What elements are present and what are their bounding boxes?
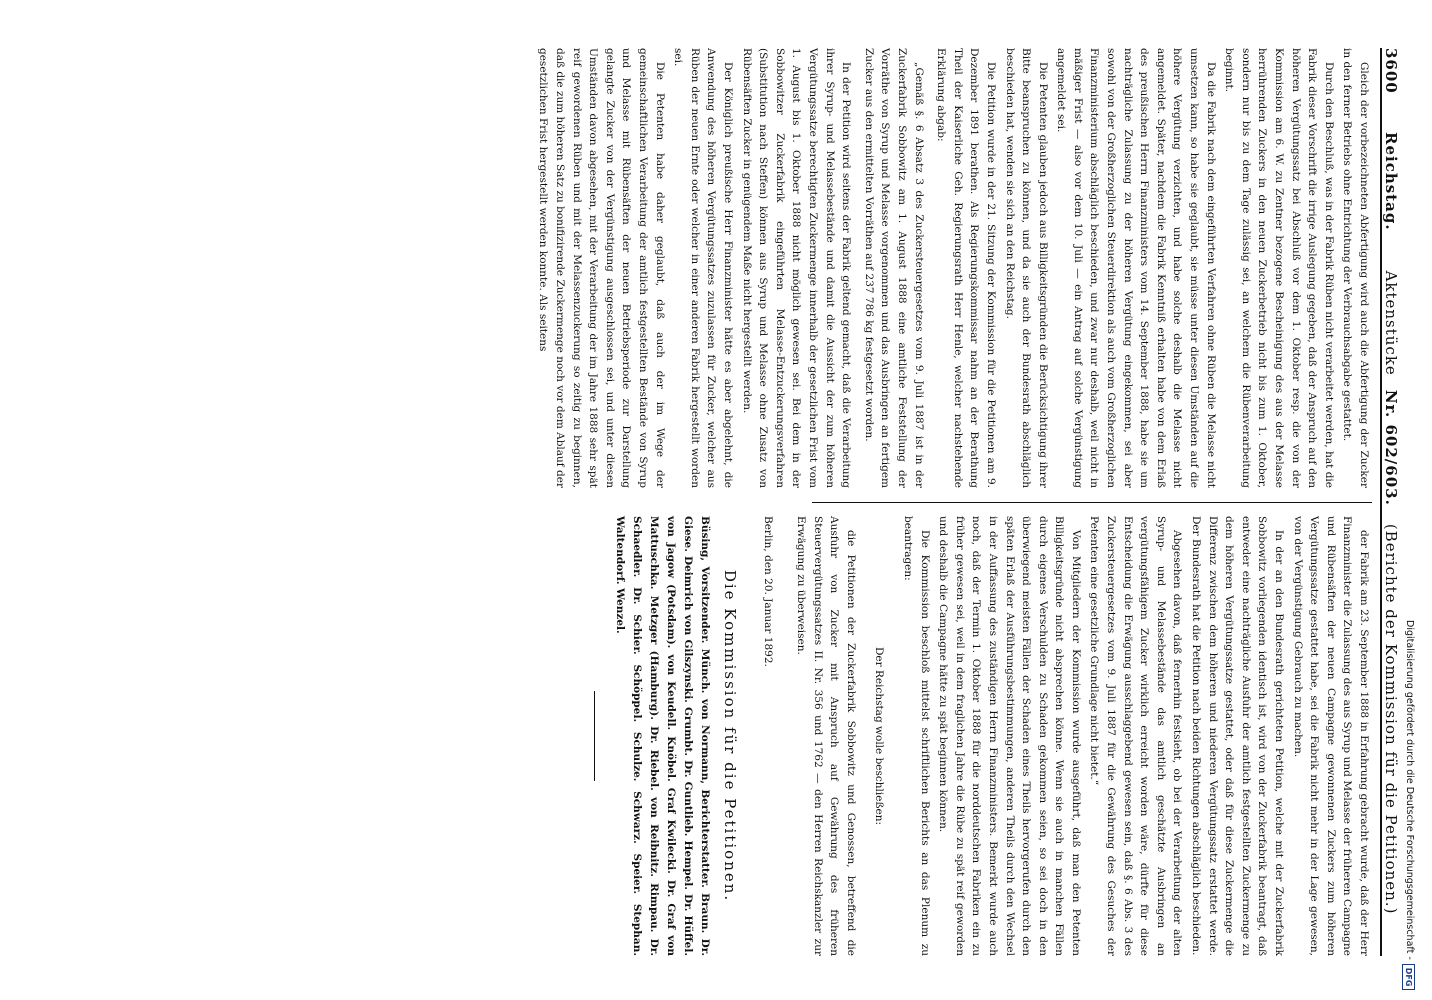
paragraph: Die Petenten habe daher geglaubt, daß auch der im Wege der gemeinschaftlichen Verarbeitung der amtlich festgestellten Bestände von Syrup und Melasse mit Rübensäften der neuen Betriebsperiode zur Darstellung gelangte Zucker von der Vergünstigung ausgeschlossen sei, und unter diesen Umständen davon abgesehen, mit der Verarbeitung der im Jahre 1888 sehr spät reif gewordenen Rüben und mit der Melassenzuckerung so zeitig zu beginnen, daß die zum höheren Satz zu bonifizirende Zuckermenge noch vor dem Ablauf der gesetzlichen Frist hergestellt werden konnte. Als seitens bbox=[537, 48, 666, 488]
section-title: Reichstag. bbox=[1382, 132, 1400, 231]
quote-paragraph: „Gemäß §. 6 Absatz 3 des Zuckersteuergesetzes vom 9. Juli 1887 ist in der Zuckerfabrik Sobbowitz am 1. August 1888 eine amtliche Feststellung der Vorräthe von Syrup und Melasse vorgenommen und das Ausbringen an fertigem Zucker aus den ermittelten Vorräthen auf 237 786 kg festgesetzt worden. bbox=[862, 48, 925, 488]
left-column bbox=[533, 48, 1372, 488]
paragraph: Die Petition wurde in der 21. Sitzung der Kommission für die Petitionen am 9. Dezember 1891 berathen. Als Regierungskommissar nahm an der Berathung Theil der Kaiserliche Geh. Regierungsrath Herr Henle, welcher nachstehende Erklärung abgab: bbox=[935, 48, 997, 488]
dfg-logo: DFG bbox=[1403, 964, 1416, 991]
members-names: Münch. von Normann, Berichterstatter. Braun. Dr. Giese. Deimrich von Gilszynski. Grumbt. Dr. Guntlieb. Hempel. Dr. Hüffel. von Jagow (Potsdam). von Keudell. Knöbel. Graf Kwilecki. Dr. Graf von Mattuschka. Metzger (Hamburg). Dr. Riebel. von Reibnitz. Rimpau. Dr. Schaedler. Dr. Schier. Schöppel. Schulze. Schwarz. Speier. Stephan. Waltendorf. Wenzel. bbox=[614, 516, 712, 957]
paragraph: In der an den Bundesrath gerichteten Petition, welche mit der Zuckerfabrik Sobbowitz vorliegenden identisch ist, wird von der Zuckerfabrik beantragt, daß entweder eine nachträgliche Ausfuhr der amtlich festgestellten Zuckermenge zu dem höheren Vergütungssatze gestattet, oder daß für diese Zuckermenge die Differenz zwischen dem höheren und niederen Vergütungssatz erstattet werde. Der Bundesrath hat die Petition nach beiden Richtungen abschläglich beschieden. bbox=[1190, 516, 1286, 956]
footer-text: Digitalisierung gefördert durch die Deutsche Forschungsgemeinschaft - bbox=[1404, 620, 1415, 960]
paragraph: Von Mitgliedern der Kommission wurde ausgeführt, daß man den Petenten Billigkeitsgründe nicht absprechen könne. Wenn sie auch in manchen Fällen durch eigenes Verschulden zu Schaden gekommen seien, so sei doch in den überwiegend meisten Fällen der Schaden eines Theils hervorgerufen durch den späten Erlaß der Ausführungsbestimmungen, anderen Theils durch den Wechsel in der Auffassung des zuständigen Herrn Finanzministers. Bemerkt wurde auch noch, daß der Termin 1. Oktober 1888 für die norddeutschen Fabriken ein zu früher gewesen sei, weil in dem fraglichen Jahre die Rübe zu spät reif geworden und deshalb die Campagne hätte zu spät beginnen können. bbox=[937, 516, 1082, 956]
header-description: (Berichte der Kommission für die Petitionen.) bbox=[1382, 523, 1400, 915]
members-chair: Büsing, Vorsitzender. bbox=[699, 516, 712, 644]
column-divider bbox=[812, 502, 1372, 503]
commission-title: Die Kommission für die Petitionen. bbox=[720, 569, 739, 903]
right-column bbox=[594, 516, 1372, 956]
paragraph: Durch den Beschluß, was in der Fabrik Rüben nicht verarbeitet werden, hat die Fabrik dieser Vorschrift die irrige Auslegung gegeben, daß der Anspruch auf den höheren Vergütungssatz bei Abschluß vor dem 1. Oktober resp. die von der Kommission am 6. W. zu Zentner bezogene Bescheinigung des aus der Melasse herrührenden Zuckers in den neuen Zuckerbetrieb nicht bis zum 1. Oktober, sondern nur bis zu dem Tage zulässig sei, an welchem die Rübenverarbeitung beginnt. bbox=[1223, 48, 1335, 488]
document-page bbox=[60, 42, 1416, 962]
paragraph: In der Petition wird seitens der Fabrik geltend gemacht, daß die Verarbeitung ihrer Syrup- und Melassebestände und damit die Aussicht der zum höheren Vergütungssatze berechtigten Zuckermenge innerhalb der gesetzlichen Frist vom 1. August bis 1. Oktober 1888 nicht möglich gewesen sei. Bei dem in der Sobbowitzer Zuckerfabrik eingeführten Melasse-Entzuckerungsverfahren (Substitution nach Steffen) können aus Syrup und Melasse ohne Zusatz von Rübensäften Zucker in genügendem Maße nicht hergestellt werden. bbox=[740, 48, 853, 488]
paragraph: Da die Fabrik nach dem eingeführten Verfahren ohne Rüben die Melasse nicht umsetzen kann, so habe sie geglaubt, sie müsse unter diesen Umständen auf die höhere Vergütung verzichten, und habe solche deshalb die Melasse nicht angemeldet. Später, nachdem die Fabrik Kenntniß erhalten habe von dem Erlaß des preußischen Herrn Finanzministers vom 14. September 1888, habe sie um nachträgliche Zulassung zu der höheren Vergütung eingekommen, sei aber sowohl von der Großherzoglichen Steuerdirektion als auch vom Großherzoglichen Finanzministerium abschläglich beschieden, und zwar nur deshalb, weil nicht in mäßiger Frist — also vor dem 10. Juli — ein Antrag auf solche Vergünstigung angemeldet sei. bbox=[1055, 48, 1217, 488]
date-line: Berlin, den 20. Januar 1892. bbox=[762, 516, 775, 667]
digitization-footer bbox=[1402, 620, 1416, 1000]
subsection-title: Aktenstücke bbox=[1382, 270, 1400, 376]
resolution-text: die Petitionen der Zuckerfabrik Sobbowitz und Genossen, betreffend die Ausfuhr von Zucker mit Anspruch auf Gewährung des früheren Steuervergütungssatzes II. Nr. 356 und 1762 — den Herren Reichskanzler zur Erwägung zu überweisen. bbox=[795, 516, 857, 956]
resolution-intro: Der Reichstag wolle beschließen: bbox=[873, 646, 886, 826]
paragraph: Abgesehen davon, daß fernerhin festsieht, ob bei der Verarbeitung der alten Syrup- und Melassebestände das amtlich geschätzte Ausbringen an vergütungsfähigem Zucker wirklich erreicht worden wäre, dürfte für diese Entscheidung die Erwägung ausschlaggebend gewesen sein, daß §. 6 Abs. 3 des Zuckersteuergesetzes vom 9. Juli 1887 für die Gewährung des Gesuches der Petenten eine gesetzliche Grundlage nicht bietet.“ bbox=[1088, 516, 1184, 956]
paragraph: Die Petenten glauben jedoch aus Billigkeitsgründen die Berücksichtigung ihrer Bitte beanspruchen zu können, und da sie auch der Bundesrath abschläglich beschieden hat, wenden sie sich an den Reichstag. bbox=[1003, 48, 1049, 488]
page-number: 3600 bbox=[1382, 48, 1400, 94]
paragraph: Die Kommission beschloß mittelst schriftlichen Berichts an das Plenum zu beantragen: bbox=[901, 516, 931, 956]
commission-members bbox=[611, 516, 713, 956]
paragraph: Der Königlich preußische Herr Finanzminister hätte es aber abgelehnt, die Anwendung des höheren Vergütungssatzes zuzulassen für Zucker, welcher aus Rüben der neuen Ernte oder welcher in einer anderen Fabrik hergestellt worden sei. bbox=[672, 48, 735, 488]
paragraph: der Fabrik am 23. September 1888 in Erfahrung gebracht wurde, daß der Herr Finanzminister die Zulassung des aus Syrup und Melasse der früheren Campagne und Rübensäften der neuen Campagne gewonnenen Zuckers zum höheren Vergütungssatze gestattet habe, sei die Fabrik nicht mehr in der Lage gewesen, von der Vergünstigung Gebrauch zu machen. bbox=[1291, 516, 1370, 956]
closing-rule bbox=[594, 691, 595, 781]
paragraph: Gleich der vorbezeichneten Abfertigung wird auch die Abfertigung der Zucker in den ferner Betriebs ohne Entrichtung der Verbrauchsabgabe gestattet. bbox=[1341, 48, 1370, 488]
document-number: Nr. 602/603. bbox=[1382, 389, 1400, 506]
